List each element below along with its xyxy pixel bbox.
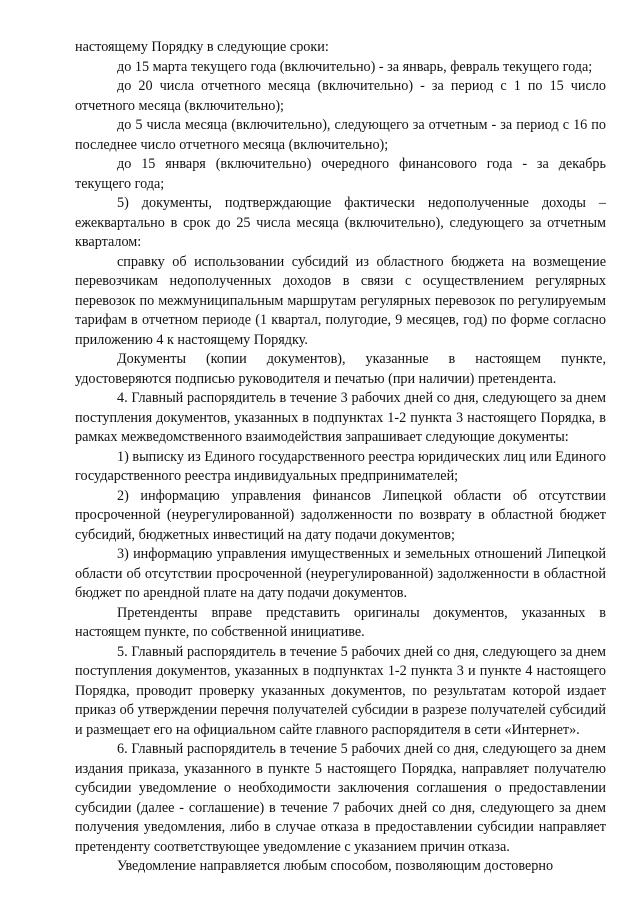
paragraph-deadline-january: до 15 января (включительно) очередного финансового года - за декабрь текущего года; xyxy=(75,156,606,192)
paragraph-documents-certified: Документы (копии документов), указанные в настоящем пункте, удостоверяются подписью руководителя и печатью (при наличии) претендента. xyxy=(75,351,606,387)
paragraph-item-5: 5) документы, подтверждающие фактически недополученные доходы – ежеквартально в срок до 25 числа месяца (включительно), следующего за отчетным кварталом: xyxy=(75,195,606,250)
paragraph-deadline-march: до 15 марта текущего года (включительно) - за январь, февраль текущего года; xyxy=(117,58,593,75)
paragraph-section-5: 5. Главный распорядитель в течение 5 рабочих дней со дня, следующего за днем поступления документов, указанных в подпунктах 1-2 пункта 3 и пункте 4 настоящего Порядка, проводит проверку указанных документов, по результатам которой издает приказ об утверждении перечня получателей субсидии в разрезе получателей субсидий и размещает его на официальном сайте главного распорядителя в сети «Интернет». xyxy=(75,643,606,738)
paragraph-section-4-item-3: 3) информацию управления имущественных и земельных отношений Липецкой области об отсутствии просроченной (неурегулированной) задолженности в областной бюджет по арендной плате на дату подачи документов. xyxy=(75,546,606,601)
paragraph-section-4-item-1: 1) выписку из Единого государственного реестра юридических лиц или Единого государственного реестра индивидуальных предпринимателей; xyxy=(75,448,606,484)
paragraph-section-6: 6. Главный распорядитель в течение 5 рабочих дней со дня, следующего за днем издания приказа, указанного в пункте 5 настоящего Порядка, направляет получателю субсидии уведомление о необходимости заключения соглашения о предоставлении субсидии (далее - соглашение) в течение 7 рабочих дней со дня, следующего за днем получения уведомления, либо в случае отказа в предоставлении субсидии направляет претенденту соответствующее уведомление с указанием причин отказа. xyxy=(75,741,606,855)
paragraph-deadline-5th: до 5 числа месяца (включительно), следующего за отчетным - за период с 16 по последнее число отчетного месяца (включительно); xyxy=(75,117,606,153)
paragraph-notification: Уведомление направляется любым способом, позволяющим достоверно xyxy=(117,858,554,874)
paragraph-deadline-20th: до 20 числа отчетного месяца (включительно) - за период с 1 по 15 число отчетного месяца (включительно); xyxy=(75,78,606,114)
paragraph-section-4: 4. Главный распорядитель в течение 3 рабочих дней со дня, следующего за днем поступления документов, указанных в подпунктах 1-2 пункта 3 настоящего Порядка, в рамках межведомственного взаимодействия запрашивает следующие документы: xyxy=(75,390,606,445)
paragraph-section-4-item-2: 2) информацию управления финансов Липецкой области об отсутствии просроченной (неурегулированной) задолженности по возврату в областной бюджет субсидий, бюджетных инвестиций на дату подачи документов; xyxy=(75,487,606,543)
paragraph-subsidy-report: справку об использовании субсидий из областного бюджета на возмещение перевозчикам недополученных доходов в связи с осуществлением регулярных перевозок по межмуниципальным маршрутам регулярных перевозок по регулируемым тарифам в отчетном периоде (1 квартал, полугодие, 9 месяцев, год) по форме согласно приложению 4 к настоящему Порядку. xyxy=(75,253,606,348)
paragraph-applicants-originals: Претенденты вправе представить оригиналы документов, указанных в настоящем пункте, по собственной инициативе. xyxy=(75,604,606,640)
paragraph-continuation: настоящему Порядку в следующие сроки: xyxy=(75,39,329,55)
